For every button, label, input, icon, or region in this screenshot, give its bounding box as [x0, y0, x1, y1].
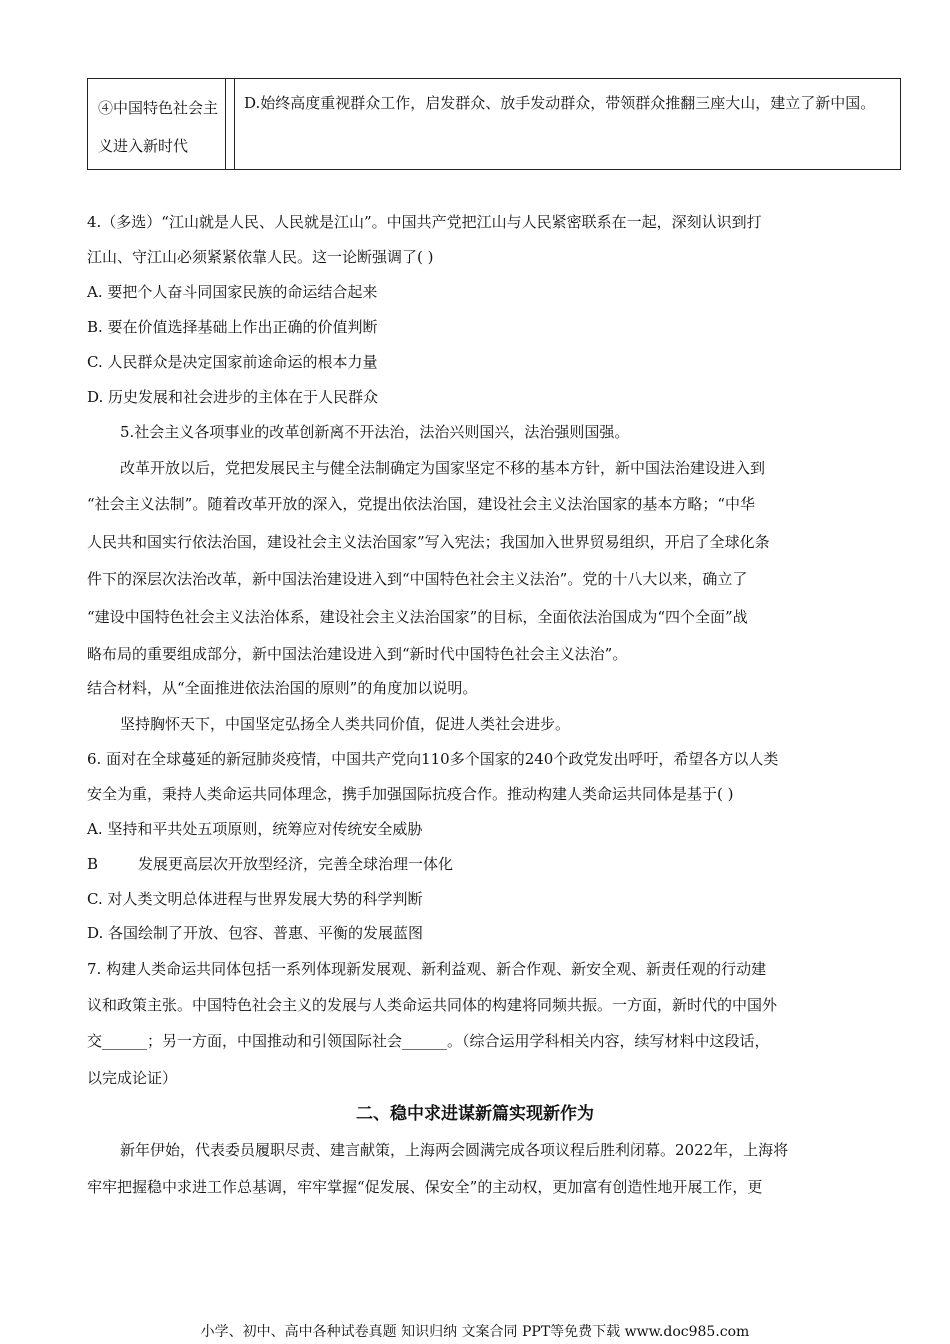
q4-option-c: C. 人民群众是决定国家前途命运的根本力量	[87, 353, 378, 371]
q5-material-line5: “建设中国特色社会主义法治体系，建设社会主义法治国家”的目标，全面依法治国成为“四个全面”战	[87, 608, 748, 626]
answer-table-fragment	[87, 78, 901, 170]
q5-material-line3: 人民共和国实行依法治国，建设社会主义法治国家”写入宪法；我国加入世界贸易组织，开启了全球化条	[87, 533, 770, 551]
q7-line1: 7. 构建人类命运共同体包括一系列体现新发展观、新利益观、新合作观、新安全观、新责任观的行动建	[87, 960, 767, 978]
section2-para-line1: 新年伊始，代表委员履职尽责、建言献策，上海两会圆满完成各项议程后胜利闭幕。2022年，上海将	[120, 1141, 789, 1159]
q6-stem-line2: 安全为重，秉持人类命运共同体理念，携手加强国际抗疫合作。推动构建人类命运共同体是基于( )	[87, 785, 734, 803]
q4-option-d: D. 历史发展和社会进步的主体在于人民群众	[87, 388, 379, 406]
q4-stem-line1: 4.（多选）“江山就是人民、人民就是江山”。中国共产党把江山与人民紧密联系在一起，深刻认识到打	[87, 213, 762, 231]
q6-option-d: D. 各国绘制了开放、包容、普惠、平衡的发展蓝图	[87, 924, 424, 942]
section2-para-line2: 牢牢把握稳中求进工作总基调，牢牢掌握“促发展、保安全”的主动权，更加富有创造性地开展工作，更	[87, 1178, 763, 1196]
q6-option-c: C. 对人类文明总体进程与世界发展大势的科学判断	[87, 890, 423, 908]
q6-option-a: A. 坚持和平共处五项原则，统筹应对传统安全威胁	[87, 820, 423, 838]
q5-material-line2: “社会主义法制”。随着改革开放的深入，党提出依法治国，建设社会主义法治国家的基本方略；“中华	[87, 495, 756, 513]
q6-intro: 坚持胸怀天下，中国坚定弘扬全人类共同价值，促进人类社会进步。	[120, 715, 571, 733]
q7-line4: 以完成论证）	[87, 1069, 178, 1087]
q7-line2: 议和政策主张。中国特色社会主义的发展与人类命运共同体的构建将同频共振。一方面，新时代的中国外	[87, 996, 778, 1014]
q5-material-line1: 改革开放以后，党把发展民主与健全法制确定为国家坚定不移的基本方针，新中国法治建设进入到	[120, 459, 766, 477]
q4-option-a: A. 要把个人奋斗同国家民族的命运结合起来	[87, 283, 378, 301]
q6-option-b	[87, 853, 453, 875]
q6-stem-line1: 6. 面对在全球蔓延的新冠肺炎疫情，中国共产党向110多个国家的240个政党发出呼吁，希望各方以人类	[87, 750, 779, 768]
q4-stem-line2: 江山、守江山必须紧紧依靠人民。这一论断强调了( )	[87, 248, 434, 266]
q4-option-b: B. 要在价值选择基础上作出正确的价值判断	[87, 318, 378, 336]
q7-line3: 交______；另一方面，中国推动和引领国际社会______。（综合运用学科相关内容，续写材料中这段话，	[87, 1032, 770, 1050]
section-heading: 二、稳中求进谋新篇实现新作为	[356, 1104, 594, 1124]
q5-material-line6: 略布局的重要组成部分，新中国法治建设进入到“新时代中国特色社会主义法治”。	[87, 645, 628, 663]
table-cell-right: D.始终高度重视群众工作，启发群众、放手发动群众，带领群众推翻三座大山，建立了新中国。	[244, 94, 876, 112]
q5-question: 结合材料，从“全面推进依法治国的原则”的角度加以说明。	[87, 679, 478, 697]
page-footer: 小学、初中、高中各种试卷真题 知识归纳 文案合同 PPT等免费下载 www.doc985.com	[200, 1324, 750, 1340]
table-double-divider	[234, 79, 235, 169]
q6-option-b-label: B	[87, 855, 99, 873]
q6-option-b-text: 发展更高层次开放型经济，完善全球治理一体化	[138, 855, 454, 873]
q5-title: 5.社会主义各项事业的改革创新离不开法治，法治兴则国兴，法治强则国强。	[120, 423, 630, 441]
q5-material-line4: 件下的深层次法治改革，新中国法治建设进入到“中国特色社会主义法治”。党的十八大以来，确立了	[87, 570, 748, 588]
table-cell-left: ④中国特色社会主义进入新时代	[88, 79, 226, 169]
